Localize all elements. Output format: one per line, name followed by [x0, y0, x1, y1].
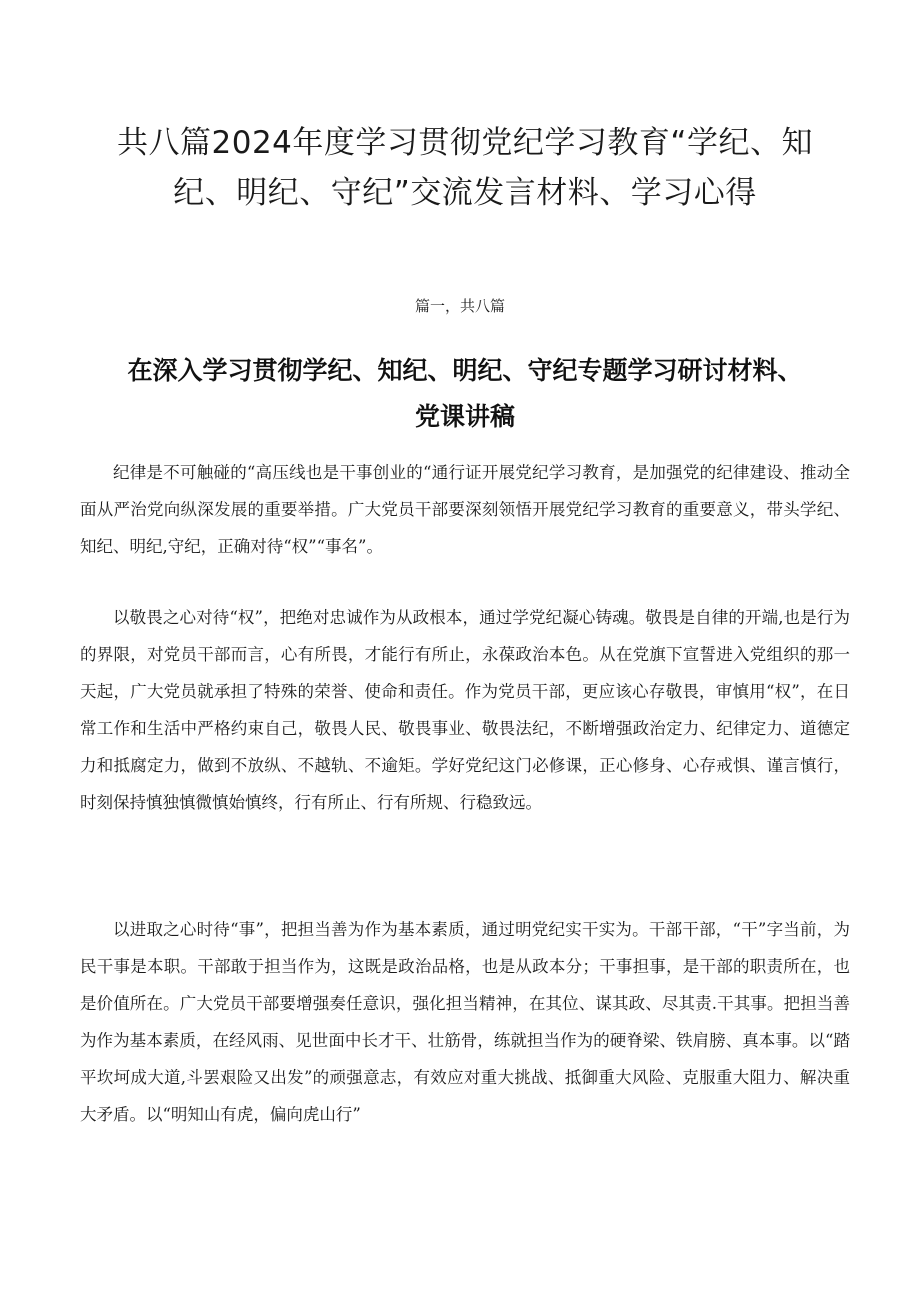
paragraph: 纪律是不可触碰的“高压线也是干事创业的“通行证开展党纪学习教育，是加强党的纪律建设、推动全面从严治党向纵深发展的重要举措。广大党员干部要深刻领悟开展党纪学习教育的重要意义，带头学纪、知纪、明纪,守纪，正确对待“权”“事名”。 [80, 463, 850, 556]
section-label: 篇一，共八篇 [414, 297, 505, 315]
document-title: 共八篇2024年度学习贯彻党纪学习教育“学纪、知纪、明纪、守纪”交流发言材料、学习心得 [117, 125, 813, 211]
paragraph: 以进取之心时待“事”，把担当善为作为基本素质，通过明党纪实干实为。干部干部，“干”字当前，为民干事是本职。干部敢于担当作为，这既是政治品格，也是从政本分；干事担事，是干部的职责所在，也是价值所在。广大党员干部要增强奏任意识，强化担当精神，在其位、谋其政、尽其责.干其事。把担当善为作为基本素质，在经风雨、见世面中长才干、壮筋骨，练就担当作为的硬脊梁、铁肩膀、真本事。以“踏平坎坷成大道,斗罢艰险又出发”的顽强意志，有效应对重大挑战、抵御重大风险、克服重大阻力、解决重大矛盾。以“明知山有虎，偏向虎山行” [80, 920, 850, 1124]
section-title: 在深入学习贯彻学纪、知纪、明纪、守纪专题学习研讨材料、党课讲稿 [127, 356, 803, 431]
paragraph: 以敬畏之心对待“权”，把绝对忠诚作为从政根本，通过学党纪凝心铸魂。敬畏是自律的开端,也是行为的界限，对党员干部而言，心有所畏，才能行有所止，永葆政治本色。从在党旗下宣誓进入党组织的那一天起，广大党员就承担了特殊的荣誉、使命和责任。作为党员干部，更应该心存敬畏，审慎用“权”，在日常工作和生活中严格约束自己，敬畏人民、敬畏事业、敬畏法纪，不断增强政治定力、纪律定力、道德定力和抵腐定力，做到不放纵、不越轨、不逾矩。学好党纪这门必修课，正心修身、心存戒惧、谨言慎行，时刻保持慎独慎微慎始慎终，行有所止、行有所规、行稳致远。 [80, 608, 850, 812]
